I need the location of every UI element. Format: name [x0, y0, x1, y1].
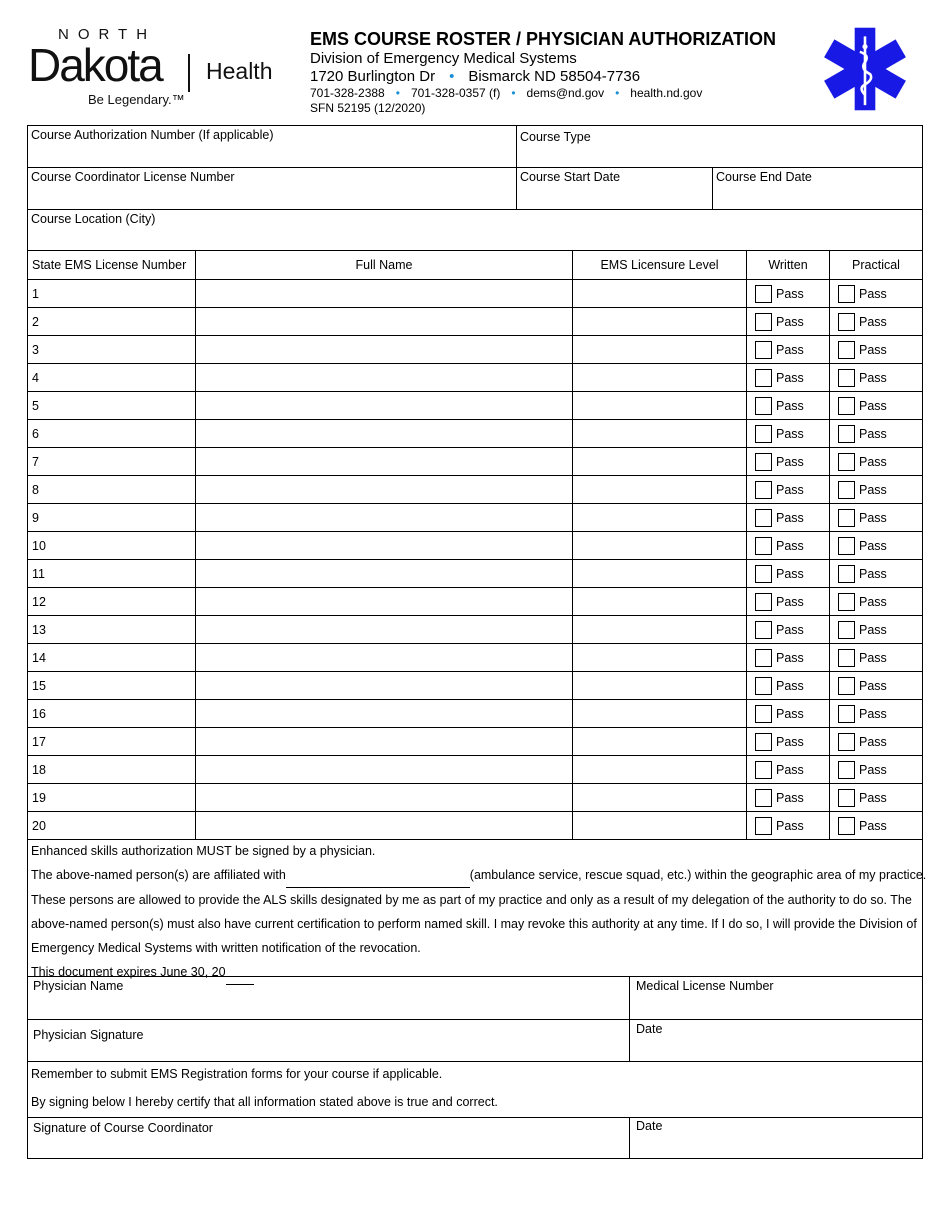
pass-label: Pass — [859, 342, 887, 357]
auth-line-3: These persons are allowed to provide the ALS skills designated by me as part of my practice and only as a result of my delegation of the authority to do so. The — [31, 893, 912, 907]
table-row — [28, 476, 923, 504]
coordinator-date-field[interactable] — [629, 1117, 923, 1159]
written-cell — [747, 448, 830, 476]
header-license: State EMS License Number — [28, 251, 196, 280]
license-number-cell[interactable] — [28, 784, 196, 812]
address-line — [310, 68, 810, 86]
license-number-cell[interactable] — [28, 336, 196, 364]
practical-pass-checkbox[interactable] — [838, 649, 855, 667]
table-row — [28, 280, 923, 308]
full-name-cell[interactable] — [196, 448, 573, 476]
pass-label: Pass — [859, 706, 887, 721]
pass-label: Pass — [776, 342, 804, 357]
written-pass-checkbox[interactable] — [755, 677, 772, 695]
row-number: 2 — [32, 314, 39, 329]
row-number: 11 — [32, 566, 45, 581]
row-number: 5 — [32, 398, 39, 413]
written-pass-checkbox[interactable] — [755, 285, 772, 303]
practical-cell — [830, 532, 923, 560]
full-name-cell[interactable] — [196, 672, 573, 700]
pass-label: Pass — [776, 706, 804, 721]
written-cell — [747, 588, 830, 616]
full-name-cell[interactable] — [196, 756, 573, 784]
practical-pass-checkbox[interactable] — [838, 509, 855, 527]
phone: 701-328-2388 — [310, 86, 385, 100]
header-practical: Practical — [830, 251, 923, 280]
written-cell — [747, 616, 830, 644]
pass-label: Pass — [776, 538, 804, 553]
licensure-level-cell[interactable] — [573, 560, 747, 588]
written-cell — [747, 784, 830, 812]
table-row — [28, 308, 923, 336]
logo-tagline: Be Legendary.™ — [88, 92, 185, 107]
full-name-cell[interactable] — [196, 308, 573, 336]
row-number: 14 — [32, 650, 46, 665]
practical-cell — [830, 700, 923, 728]
license-number-cell[interactable] — [28, 644, 196, 672]
pass-label: Pass — [776, 790, 804, 805]
nd-health-logo — [28, 26, 278, 114]
coordinator-date-label: Date — [636, 1119, 663, 1133]
pass-label: Pass — [859, 314, 887, 329]
practical-pass-checkbox[interactable] — [838, 761, 855, 779]
table-row — [28, 420, 923, 448]
license-number-cell[interactable] — [28, 308, 196, 336]
row-number: 17 — [32, 734, 46, 749]
table-row — [28, 448, 923, 476]
pass-label: Pass — [859, 538, 887, 553]
pass-label: Pass — [776, 454, 804, 469]
license-number-cell[interactable] — [28, 616, 196, 644]
coordinator-signature-label: Signature of Course Coordinator — [33, 1121, 213, 1135]
full-name-cell[interactable] — [196, 644, 573, 672]
course-auth-number-field[interactable] — [27, 125, 517, 168]
licensure-level-cell[interactable] — [573, 616, 747, 644]
practical-cell — [830, 364, 923, 392]
written-cell — [747, 756, 830, 784]
practical-pass-checkbox[interactable] — [838, 817, 855, 835]
practical-cell — [830, 420, 923, 448]
affiliation-input[interactable] — [286, 863, 470, 888]
authorization-section — [27, 837, 927, 979]
division-name: Division of Emergency Medical Systems — [310, 50, 577, 67]
table-row — [28, 560, 923, 588]
course-auth-number-label: Course Authorization Number (If applicable) — [31, 128, 274, 142]
licensure-level-cell[interactable] — [573, 756, 747, 784]
written-pass-checkbox[interactable] — [755, 705, 772, 723]
reminder-text: Remember to submit EMS Registration forms for your course if applicable. — [31, 1067, 443, 1081]
form-title: EMS COURSE ROSTER / PHYSICIAN AUTHORIZATION — [310, 29, 777, 49]
licensure-level-cell[interactable] — [573, 448, 747, 476]
written-pass-checkbox[interactable] — [755, 481, 772, 499]
pass-label: Pass — [859, 594, 887, 609]
practical-cell — [830, 308, 923, 336]
written-cell — [747, 560, 830, 588]
form-id: SFN 52195 (12/2020) — [310, 101, 426, 115]
physician-signature-label: Physician Signature — [33, 1028, 144, 1042]
practical-pass-checkbox[interactable] — [838, 453, 855, 471]
written-pass-checkbox[interactable] — [755, 453, 772, 471]
physician-name-field[interactable] — [27, 976, 630, 1020]
logo-divider — [188, 54, 190, 92]
practical-cell — [830, 336, 923, 364]
full-name-cell[interactable] — [196, 392, 573, 420]
practical-cell — [830, 784, 923, 812]
practical-cell — [830, 448, 923, 476]
row-number: 10 — [32, 538, 46, 553]
pass-label: Pass — [859, 678, 887, 693]
pass-label: Pass — [859, 286, 887, 301]
written-cell — [747, 420, 830, 448]
table-row — [28, 756, 923, 784]
practical-cell — [830, 280, 923, 308]
pass-label: Pass — [776, 622, 804, 637]
practical-cell — [830, 812, 923, 840]
written-cell — [747, 672, 830, 700]
row-number: 3 — [32, 342, 39, 357]
table-row — [28, 672, 923, 700]
email-link[interactable]: dems@nd.gov — [526, 86, 605, 100]
full-name-cell[interactable] — [196, 812, 573, 840]
practical-pass-checkbox[interactable] — [838, 285, 855, 303]
full-name-cell[interactable] — [196, 616, 573, 644]
pass-label: Pass — [776, 510, 804, 525]
full-name-cell[interactable] — [196, 364, 573, 392]
table-row — [28, 588, 923, 616]
written-pass-checkbox[interactable] — [755, 649, 772, 667]
table-row — [28, 644, 923, 672]
physician-date-field[interactable] — [629, 1019, 923, 1062]
row-number: 1 — [32, 286, 39, 301]
practical-pass-checkbox[interactable] — [838, 537, 855, 555]
written-cell — [747, 728, 830, 756]
licensure-level-cell[interactable] — [573, 364, 747, 392]
website-link[interactable]: health.nd.gov — [630, 86, 703, 100]
pass-label: Pass — [776, 398, 804, 413]
pass-label: Pass — [859, 650, 887, 665]
pass-label: Pass — [859, 482, 887, 497]
licensure-level-cell[interactable] — [573, 476, 747, 504]
pass-label: Pass — [859, 734, 887, 749]
table-row — [28, 812, 923, 840]
licensure-level-cell[interactable] — [573, 280, 747, 308]
medical-license-label: Medical License Number — [636, 979, 774, 993]
pass-label: Pass — [776, 818, 804, 833]
license-number-cell[interactable] — [28, 812, 196, 840]
auth-line-5: Emergency Medical Systems with written notification of the revocation. — [31, 941, 421, 955]
logo-dakota: Dakota — [28, 39, 162, 91]
license-number-cell[interactable] — [28, 280, 196, 308]
written-cell — [747, 476, 830, 504]
written-cell — [747, 504, 830, 532]
coordinator-signature-field[interactable] — [27, 1117, 630, 1159]
bullet-icon: • — [449, 68, 455, 85]
practical-cell — [830, 616, 923, 644]
written-cell — [747, 644, 830, 672]
fax: 701-328-0357 (f) — [410, 86, 501, 100]
pass-label: Pass — [776, 314, 804, 329]
licensure-level-cell[interactable] — [573, 532, 747, 560]
bullet-icon: • — [395, 86, 400, 100]
full-name-cell[interactable] — [196, 728, 573, 756]
course-end-date-field[interactable] — [712, 167, 923, 210]
star-of-life-icon — [822, 26, 908, 112]
row-number: 4 — [32, 370, 39, 385]
pass-label: Pass — [859, 762, 887, 777]
licensure-level-cell[interactable] — [573, 644, 747, 672]
full-name-cell[interactable] — [196, 476, 573, 504]
physician-date-label: Date — [636, 1022, 663, 1036]
logo-north: NORTH — [58, 26, 157, 43]
roster-header-row — [28, 251, 923, 280]
license-number-cell[interactable] — [28, 448, 196, 476]
license-number-cell[interactable] — [28, 728, 196, 756]
pass-label: Pass — [776, 678, 804, 693]
licensure-level-cell[interactable] — [573, 672, 747, 700]
course-start-date-label: Course Start Date — [520, 170, 621, 184]
written-cell — [747, 392, 830, 420]
coordinator-license-label: Course Coordinator License Number — [31, 170, 235, 184]
row-number: 6 — [32, 426, 39, 441]
written-cell — [747, 308, 830, 336]
written-pass-checkbox[interactable] — [755, 537, 772, 555]
table-row — [28, 532, 923, 560]
row-number: 13 — [32, 622, 46, 637]
written-pass-checkbox[interactable] — [755, 621, 772, 639]
footer-notes — [27, 1061, 923, 1118]
full-name-cell[interactable] — [196, 784, 573, 812]
written-cell — [747, 700, 830, 728]
practical-cell — [830, 392, 923, 420]
row-number: 7 — [32, 454, 39, 469]
bullet-icon: • — [511, 86, 516, 100]
pass-label: Pass — [776, 734, 804, 749]
table-row — [28, 616, 923, 644]
full-name-cell[interactable] — [196, 560, 573, 588]
full-name-cell[interactable] — [196, 700, 573, 728]
table-row — [28, 392, 923, 420]
pass-label: Pass — [859, 622, 887, 637]
coordinator-license-field[interactable] — [27, 167, 517, 210]
row-number: 15 — [32, 678, 46, 693]
course-location-field[interactable] — [27, 209, 923, 251]
header-level: EMS Licensure Level — [573, 251, 747, 280]
full-name-cell[interactable] — [196, 336, 573, 364]
table-row — [28, 700, 923, 728]
licensure-level-cell[interactable] — [573, 308, 747, 336]
header-written: Written — [747, 251, 830, 280]
practical-cell — [830, 728, 923, 756]
practical-pass-checkbox[interactable] — [838, 481, 855, 499]
license-number-cell[interactable] — [28, 560, 196, 588]
contact-line — [310, 86, 810, 101]
written-cell — [747, 812, 830, 840]
written-pass-checkbox[interactable] — [755, 397, 772, 415]
pass-label: Pass — [776, 566, 804, 581]
row-number: 19 — [32, 790, 46, 805]
practical-cell — [830, 672, 923, 700]
pass-label: Pass — [859, 566, 887, 581]
written-pass-checkbox[interactable] — [755, 341, 772, 359]
auth-line-2-pre: The above-named person(s) are affiliated with — [31, 868, 286, 882]
written-cell — [747, 532, 830, 560]
row-number: 12 — [32, 594, 46, 609]
course-location-label: Course Location (City) — [31, 212, 156, 226]
city: Bismarck ND 58504-7736 — [468, 68, 641, 85]
medical-license-field[interactable] — [629, 976, 923, 1020]
written-cell — [747, 336, 830, 364]
practical-pass-checkbox[interactable] — [838, 397, 855, 415]
auth-line-1: Enhanced skills authorization MUST be signed by a physician. — [31, 844, 376, 858]
licensure-level-cell[interactable] — [573, 784, 747, 812]
license-number-cell[interactable] — [28, 364, 196, 392]
written-pass-checkbox[interactable] — [755, 313, 772, 331]
pass-label: Pass — [776, 594, 804, 609]
expires-label: This document expires June 30, 20 — [31, 965, 226, 979]
practical-cell — [830, 504, 923, 532]
course-end-date-label: Course End Date — [716, 170, 812, 184]
course-start-date-field[interactable] — [516, 167, 713, 210]
practical-pass-checkbox[interactable] — [838, 789, 855, 807]
licensure-level-cell[interactable] — [573, 504, 747, 532]
practical-pass-checkbox[interactable] — [838, 313, 855, 331]
pass-label: Pass — [859, 510, 887, 525]
physician-signature-field[interactable] — [27, 1019, 630, 1062]
licensure-level-cell[interactable] — [573, 392, 747, 420]
written-pass-checkbox[interactable] — [755, 761, 772, 779]
full-name-cell[interactable] — [196, 504, 573, 532]
row-number: 20 — [32, 818, 46, 833]
license-number-cell[interactable] — [28, 392, 196, 420]
practical-pass-checkbox[interactable] — [838, 705, 855, 723]
practical-pass-checkbox[interactable] — [838, 677, 855, 695]
pass-label: Pass — [776, 286, 804, 301]
row-number: 18 — [32, 762, 46, 777]
course-type-label: Course Type — [520, 130, 591, 144]
bullet-icon: • — [615, 86, 620, 100]
practical-cell — [830, 756, 923, 784]
street: 1720 Burlington Dr — [310, 68, 436, 85]
practical-cell — [830, 476, 923, 504]
written-pass-checkbox[interactable] — [755, 509, 772, 527]
table-row — [28, 504, 923, 532]
full-name-cell[interactable] — [196, 588, 573, 616]
practical-pass-checkbox[interactable] — [838, 565, 855, 583]
pass-label: Pass — [776, 650, 804, 665]
form-header — [310, 28, 810, 116]
license-number-cell[interactable] — [28, 756, 196, 784]
certify-text: By signing below I hereby certify that all information stated above is true and correct. — [31, 1095, 498, 1109]
table-row — [28, 728, 923, 756]
license-number-cell[interactable] — [28, 700, 196, 728]
written-pass-checkbox[interactable] — [755, 425, 772, 443]
full-name-cell[interactable] — [196, 280, 573, 308]
pass-label: Pass — [859, 818, 887, 833]
licensure-level-cell[interactable] — [573, 700, 747, 728]
licensure-level-cell[interactable] — [573, 728, 747, 756]
licensure-level-cell[interactable] — [573, 588, 747, 616]
pass-label: Pass — [859, 370, 887, 385]
practical-cell — [830, 644, 923, 672]
license-number-cell[interactable] — [28, 672, 196, 700]
practical-cell — [830, 588, 923, 616]
pass-label: Pass — [859, 426, 887, 441]
practical-pass-checkbox[interactable] — [838, 621, 855, 639]
table-row — [28, 336, 923, 364]
auth-line-2-post: (ambulance service, rescue squad, etc.) within the geographic area of my practice. — [469, 868, 927, 882]
physician-name-label: Physician Name — [33, 979, 124, 993]
pass-label: Pass — [859, 454, 887, 469]
license-number-cell[interactable] — [28, 476, 196, 504]
header-name: Full Name — [196, 251, 573, 280]
pass-label: Pass — [776, 426, 804, 441]
licensure-level-cell[interactable] — [573, 420, 747, 448]
license-number-cell[interactable] — [28, 504, 196, 532]
written-pass-checkbox[interactable] — [755, 817, 772, 835]
pass-label: Pass — [859, 790, 887, 805]
practical-pass-checkbox[interactable] — [838, 369, 855, 387]
written-pass-checkbox[interactable] — [755, 733, 772, 751]
pass-label: Pass — [776, 762, 804, 777]
licensure-level-cell[interactable] — [573, 812, 747, 840]
logo-health: Health — [206, 58, 273, 84]
row-number: 9 — [32, 510, 39, 525]
practical-pass-checkbox[interactable] — [838, 733, 855, 751]
pass-label: Pass — [776, 482, 804, 497]
full-name-cell[interactable] — [196, 532, 573, 560]
course-type-field[interactable] — [516, 125, 923, 168]
practical-pass-checkbox[interactable] — [838, 341, 855, 359]
written-pass-checkbox[interactable] — [755, 593, 772, 611]
row-number: 16 — [32, 706, 46, 721]
license-number-cell[interactable] — [28, 532, 196, 560]
row-number: 8 — [32, 482, 39, 497]
pass-label: Pass — [776, 370, 804, 385]
pass-label: Pass — [859, 398, 887, 413]
license-number-cell[interactable] — [28, 588, 196, 616]
auth-line-4: above-named person(s) must also have current certification to perform named skill. I may revoke this authority at any time. If I do so, I will provide the Division of — [31, 917, 917, 931]
licensure-level-cell[interactable] — [573, 336, 747, 364]
auth-line-2 — [31, 863, 927, 888]
written-pass-checkbox[interactable] — [755, 789, 772, 807]
table-row — [28, 364, 923, 392]
full-name-cell[interactable] — [196, 420, 573, 448]
practical-pass-checkbox[interactable] — [838, 425, 855, 443]
written-cell — [747, 280, 830, 308]
license-number-cell[interactable] — [28, 420, 196, 448]
practical-cell — [830, 560, 923, 588]
written-cell — [747, 364, 830, 392]
written-pass-checkbox[interactable] — [755, 565, 772, 583]
roster-table — [27, 250, 923, 840]
written-pass-checkbox[interactable] — [755, 369, 772, 387]
practical-pass-checkbox[interactable] — [838, 593, 855, 611]
table-row — [28, 784, 923, 812]
